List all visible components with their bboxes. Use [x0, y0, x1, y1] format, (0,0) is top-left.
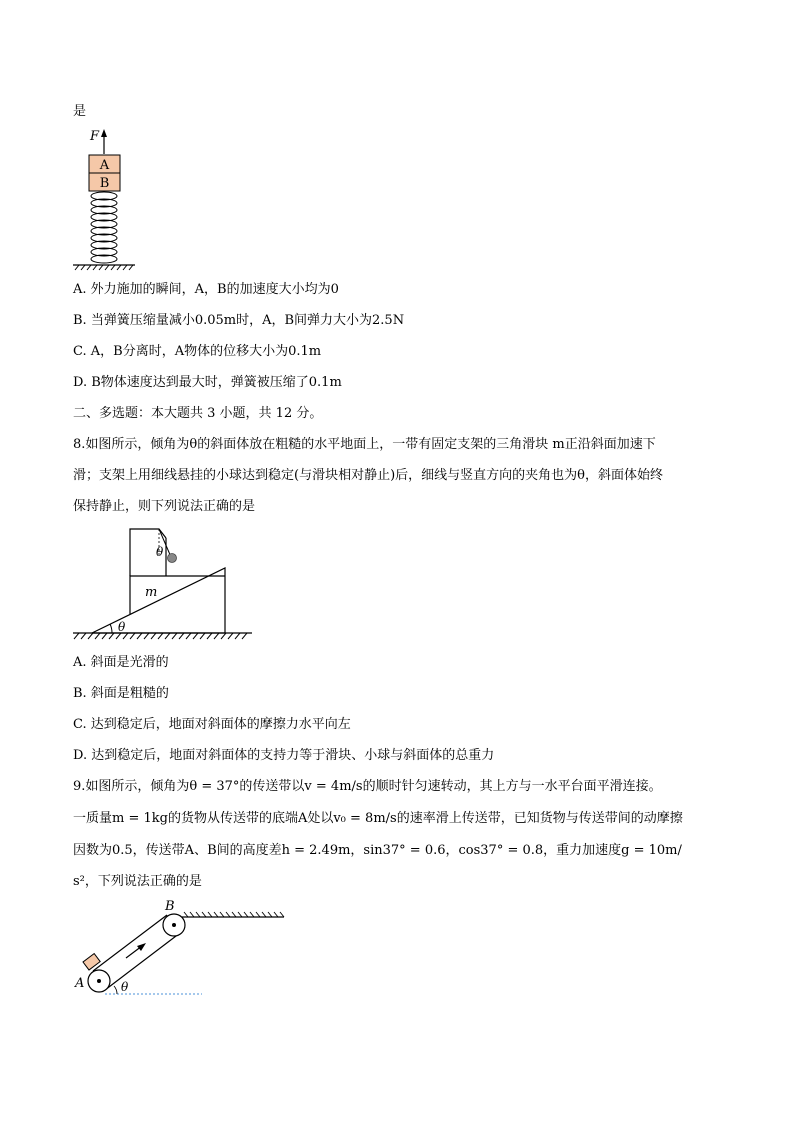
- force-label: F: [90, 129, 100, 144]
- q9-stem-line-3: 因数为0.5，传送带A、B间的高度差h = 2.49m，sin37° = 0.6，cos37° = 0.8，重力加速度g = 10m/: [73, 843, 682, 858]
- string-angle-label: θ: [156, 545, 164, 559]
- spring-blocks-figure: [70, 126, 140, 272]
- point-b-label: B: [165, 899, 175, 914]
- block-b-label: B: [99, 176, 110, 191]
- q8-option-c: C. 达到稳定后，地面对斜面体的摩擦力水平向左: [73, 717, 351, 732]
- q9-stem-line-4: s²，下列说法正确的是: [73, 874, 202, 889]
- spring-coils: [91, 192, 117, 263]
- q7-option-c: C. A，B分离时，A物体的位移大小为0.1m: [73, 344, 322, 359]
- q8-stem-line-1: 8.如图所示，倾角为θ的斜面体放在粗糙的水平地面上，一带有固定支架的三角滑块 m正沿斜面加速下: [73, 437, 656, 452]
- mass-label: m: [145, 585, 158, 600]
- incline-pendulum-figure: [70, 520, 260, 644]
- q8-stem-line-3: 保持静止，则下列说法正确的是: [73, 499, 256, 514]
- q9-stem-line-2: 一质量m = 1kg的货物从传送带的底端A处以v₀ = 8m/s的速率滑上传送带，已知货物与传送带间的动摩擦: [73, 811, 683, 826]
- q7-option-b: B. 当弹簧压缩量减小0.05m时，A，B间弹力大小为2.5N: [73, 313, 405, 328]
- point-a-label: A: [75, 976, 85, 991]
- intro-tail-text: 是: [73, 104, 87, 119]
- incline-angle-label: θ: [118, 620, 126, 634]
- q8-option-a: A. 斜面是光滑的: [73, 655, 169, 670]
- q7-option-a: A. 外力施加的瞬间，A，B的加速度大小均为0: [73, 282, 339, 297]
- q9-stem-line-1: 9.如图所示，倾角为θ = 37°的传送带以v = 4m/s的顺时针匀速转动，其上方与一水平台面平滑连接。: [73, 779, 662, 794]
- block-a-label: A: [99, 158, 110, 173]
- q7-option-d: D. B物体速度达到最大时，弹簧被压缩了0.1m: [73, 375, 342, 390]
- q8-stem-line-2: 滑；支架上用细线悬挂的小球达到稳定(与滑块相对静止)后，细线与竖直方向的夹角也为θ，斜面体始终: [73, 468, 663, 483]
- conveyor-belt-figure: [70, 897, 290, 1001]
- section-header: 二、多选题：本大题共 3 小题，共 12 分。: [73, 406, 323, 421]
- q8-option-d: D. 达到稳定后，地面对斜面体的支持力等于滑块、小球与斜面体的总重力: [73, 748, 495, 763]
- q8-option-b: B. 斜面是粗糙的: [73, 686, 169, 701]
- belt-angle-label: θ: [121, 980, 129, 994]
- hanging-ball: [168, 554, 177, 563]
